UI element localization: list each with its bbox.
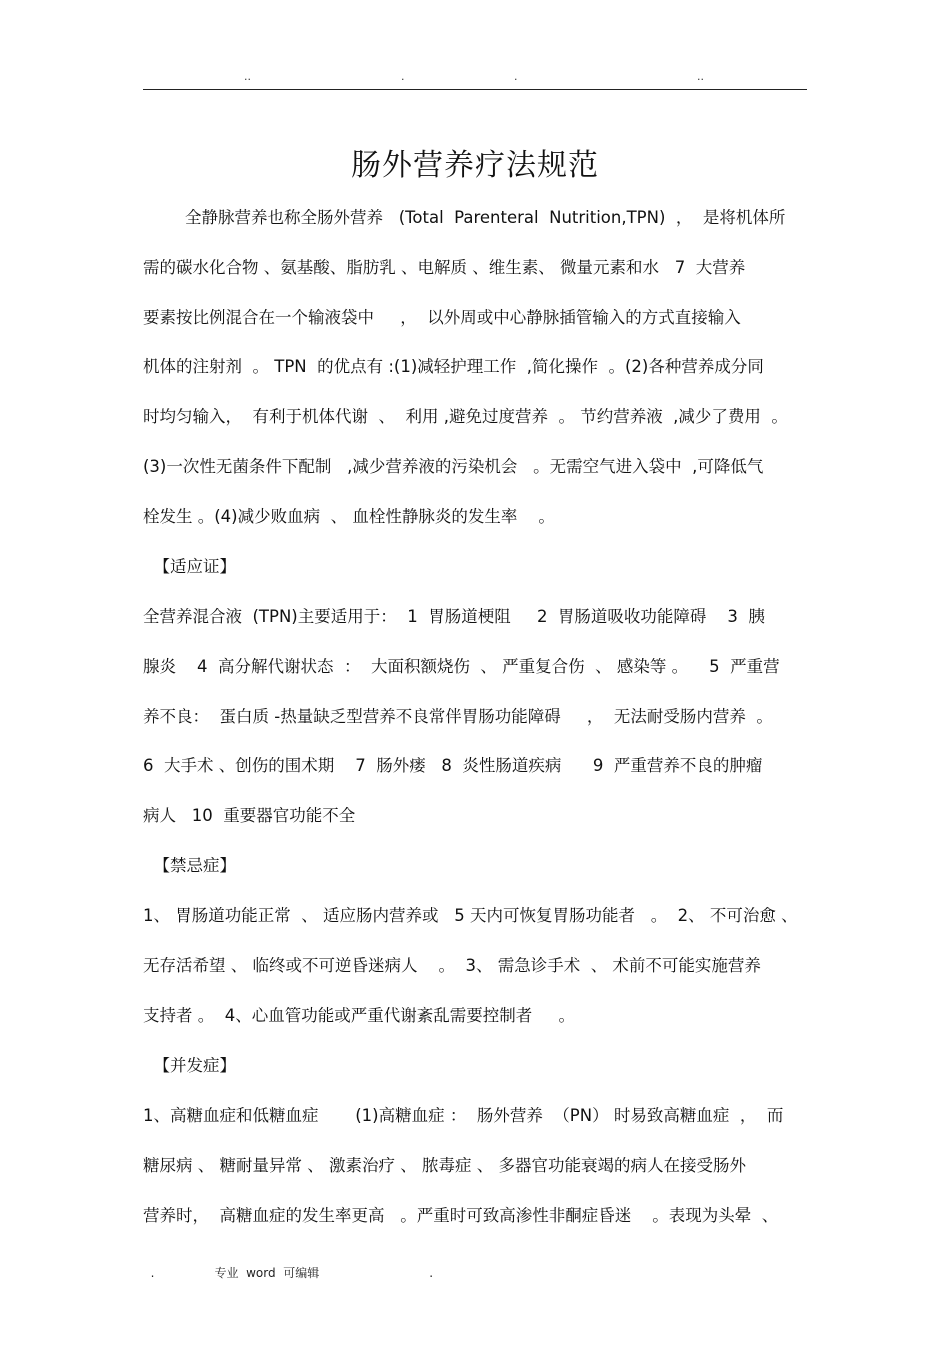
page-header-dots	[0, 70, 950, 86]
footer-right-dot: .	[429, 1266, 434, 1280]
header-dot-1: ..	[244, 70, 251, 83]
body-line: 支持者 。 4、心血管功能或严重代谢紊乱需要控制者 。	[143, 1006, 575, 1025]
header-rule	[143, 89, 807, 90]
body-line: 全静脉营养也称全肠外营养 (Total Parenteral Nutrition,TPN) ， 是将机体所	[143, 208, 786, 227]
body-line: 栓发生 。(4)减少败血病 、 血栓性静脉炎的发生率 。	[143, 507, 555, 526]
footer-caption: 专业 word 可编辑	[214, 1266, 320, 1280]
body-line: 全营养混合液 (TPN)主要适用于： 1 胃肠道梗阻 2 胃肠道吸收功能障碍 3 胰	[143, 607, 765, 626]
body-line: 【并发症】	[143, 1056, 236, 1075]
body-line: 机体的注射剂 。 TPN 的优点有 :(1)减轻护理工作 ,简化操作 。(2)各种营养成分同	[143, 357, 764, 376]
body-line: 1、高糖血症和低糖血症 (1)高糖血症 ： 肠外营养 （PN） 时易致高糖血症 ， 而	[143, 1106, 784, 1125]
body-line: 需的碳水化合物 、氨基酸、脂肪乳 、电解质 、维生素、 微量元素和水 7 大营养	[143, 258, 746, 277]
header-dot-3: .	[514, 70, 518, 83]
body-line: 要素按比例混合在一个输液袋中 ， 以外周或中心静脉插管输入的方式直接输入	[143, 308, 741, 327]
body-line: 营养时， 高糖血症的发生率更高 。严重时可致高渗性非酮症昏迷 。表现为头晕 、	[143, 1206, 779, 1225]
footer-left-dot: .	[150, 1266, 155, 1280]
body-line: 1、 胃肠道功能正常 、 适应肠内营养或 5 天内可恢复胃肠功能者 。 2、 不可治愈 、	[143, 906, 798, 925]
body-line: 病人 10 重要器官功能不全	[143, 806, 356, 825]
body-line: 无存活希望 、 临终或不可逆昏迷病人 。 3、 需急诊手术 、 术前不可能实施营养	[143, 956, 761, 975]
header-dot-4: ..	[697, 70, 704, 83]
body-line: 【适应证】	[143, 557, 236, 576]
body-line: 6 大手术 、创伤的围术期 7 肠外瘘 8 炎性肠道疾病 9 严重营养不良的肿瘤	[143, 756, 763, 775]
body-line: 【禁忌症】	[143, 856, 236, 875]
body-line: 时均匀输入， 有利于机体代谢 、 利用 ,避免过度营养 。 节约营养液 ,减少了费用 。	[143, 407, 788, 426]
body-line: 腺炎 4 高分解代谢状态 ： 大面积额烧伤 、 严重复合伤 、 感染等 。 5 严重营	[143, 657, 780, 676]
body-line: 养不良： 蛋白质 -热量缺乏型营养不良常伴胃肠功能障碍 ， 无法耐受肠内营养 。	[143, 707, 773, 726]
page-title: 肠外营养疗法规范	[351, 148, 599, 183]
body-line: 糖尿病 、 糖耐量异常 、 激素治疗 、 脓毒症 、 多器官功能衰竭的病人在接受肠外	[143, 1156, 746, 1175]
header-dot-2: .	[401, 70, 405, 83]
body-line: (3)一次性无菌条件下配制 ,减少营养液的污染机会 。无需空气进入袋中 ,可降低气	[143, 457, 764, 476]
page-footer	[143, 1250, 433, 1281]
